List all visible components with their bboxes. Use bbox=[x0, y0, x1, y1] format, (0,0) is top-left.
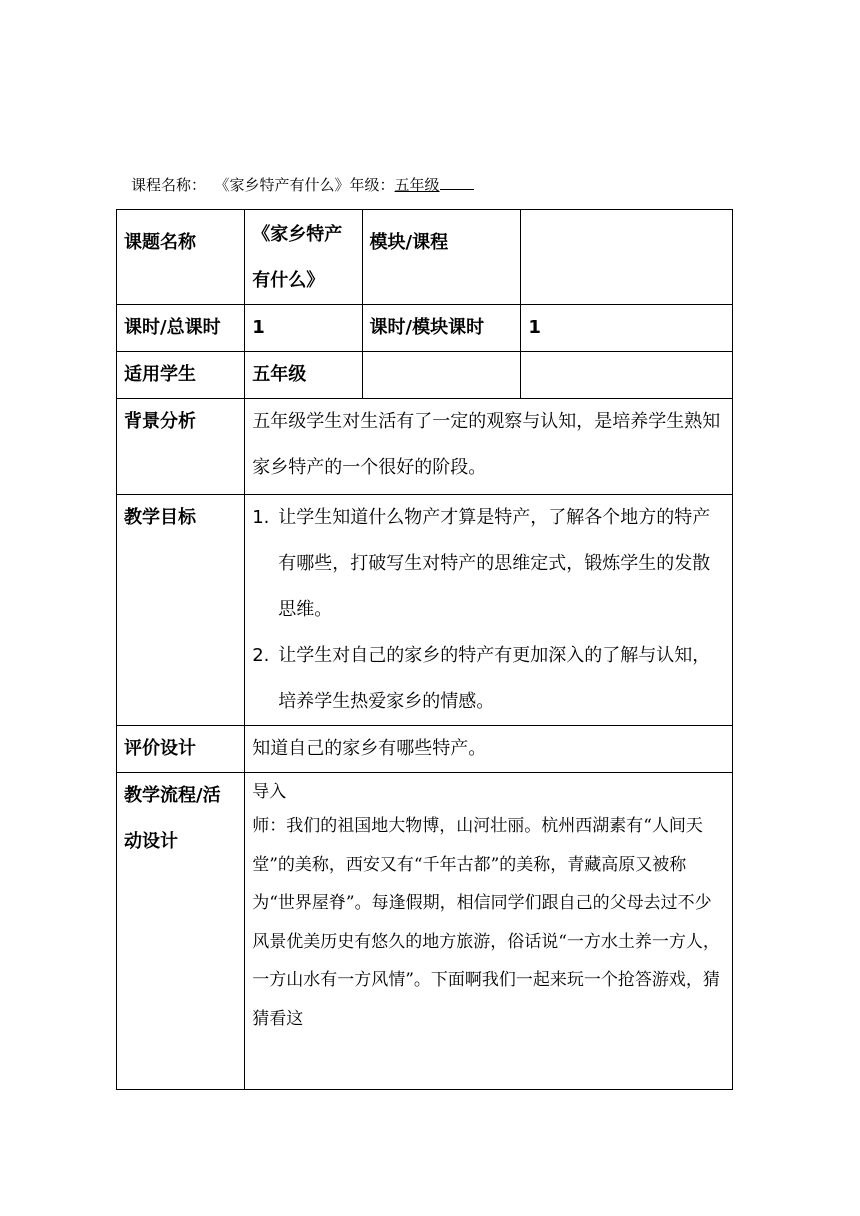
module-value bbox=[521, 210, 733, 305]
topic-value bbox=[245, 210, 362, 305]
goal-item bbox=[252, 495, 726, 633]
table-row-goals bbox=[117, 495, 733, 726]
table-row-flow bbox=[117, 773, 733, 1090]
grade-value: 五年级 bbox=[394, 176, 440, 194]
students-empty-1 bbox=[362, 352, 521, 399]
table-row-evaluation bbox=[117, 726, 733, 773]
flow-heading: 导入 bbox=[252, 782, 287, 802]
topic-label: 课题名称 bbox=[117, 210, 245, 305]
goals-label: 教学目标 bbox=[117, 495, 245, 726]
module-label: 模块/课程 bbox=[362, 210, 521, 305]
flow-cell bbox=[245, 773, 733, 1090]
table-row-period bbox=[117, 305, 733, 352]
course-name-label: 课程名称： bbox=[131, 176, 207, 194]
grade-underline bbox=[440, 175, 474, 190]
students-label: 适用学生 bbox=[117, 352, 245, 399]
evaluation-value: 知道自己的家乡有哪些特产。 bbox=[245, 726, 733, 773]
topic-value-line1: 《家乡特产 bbox=[252, 224, 343, 245]
table-row-background bbox=[117, 399, 733, 495]
period-value: 1 bbox=[245, 305, 362, 352]
goal-number: 1. bbox=[252, 507, 270, 528]
goal-item bbox=[252, 633, 726, 725]
lesson-plan-table bbox=[116, 209, 733, 1090]
goal-text: 让学生知道什么物产才算是特产，了解各个地方的特产有哪些，打破写生对特产的思维定式，锻炼学生的发散思维。 bbox=[278, 507, 711, 620]
flow-text: 师：我们的祖国地大物博，山河壮丽。杭州西湖素有“人间天堂”的美称，西安又有“千年古都”的美称，青藏高原又被称为“世界屋脊”。每逢假期，相信同学们跟自己的父母去过不少风景优美历史有悠久的地方旅游，俗话说“一方水土养一方人，一方山水有一方风情”。下面啊我们一起来玩一个抢答游戏，猜猜看这 bbox=[252, 816, 720, 1029]
goal-text: 让学生对自己的家乡的特产有更加深入的了解与认知，培养学生热爱家乡的情感。 bbox=[278, 645, 711, 712]
goals-cell bbox=[245, 495, 733, 726]
topic-value-line2: 有什么》 bbox=[252, 270, 325, 291]
period-label: 课时/总课时 bbox=[117, 305, 245, 352]
course-name-value: 《家乡特产有什么》 bbox=[222, 176, 350, 194]
goal-number: 2. bbox=[252, 645, 270, 666]
table-row-topic bbox=[117, 210, 733, 305]
module-period-value: 1 bbox=[521, 305, 733, 352]
module-period-label: 课时/模块课时 bbox=[362, 305, 521, 352]
goals-list bbox=[252, 495, 726, 725]
evaluation-label: 评价设计 bbox=[117, 726, 245, 773]
grade-label: 年级： bbox=[349, 176, 395, 194]
table-row-students bbox=[117, 352, 733, 399]
course-header bbox=[131, 174, 474, 195]
flow-label: 教学流程/活动设计 bbox=[117, 773, 245, 1090]
background-label: 背景分析 bbox=[117, 399, 245, 495]
students-empty-2 bbox=[521, 352, 733, 399]
background-value: 五年级学生对生活有了一定的观察与认知，是培养学生熟知家乡特产的一个很好的阶段。 bbox=[245, 399, 733, 495]
students-value: 五年级 bbox=[245, 352, 362, 399]
